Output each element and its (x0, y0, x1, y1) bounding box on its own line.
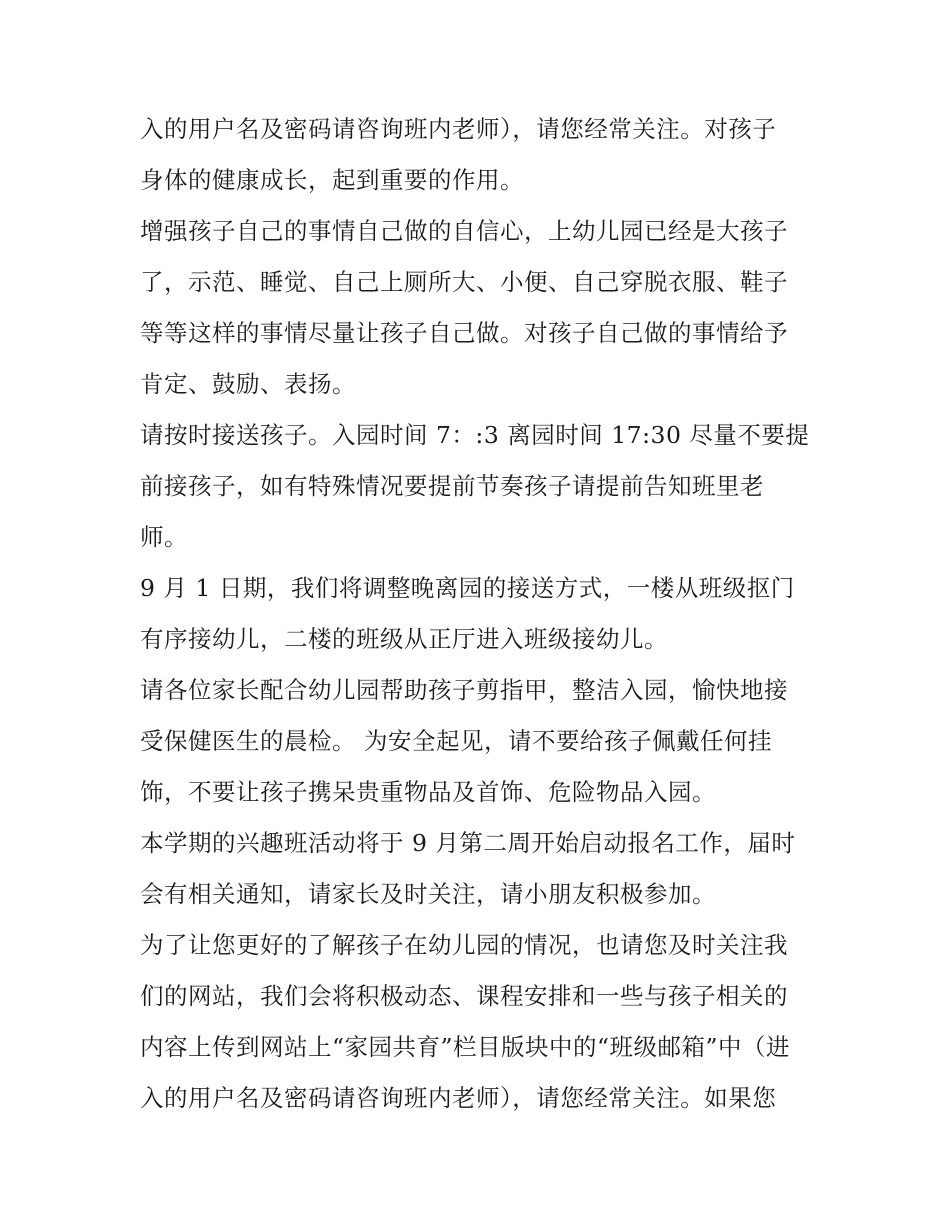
text-line: 请各位家长配合幼儿园帮助孩子剪指甲，整洁入园，愉快地接 (140, 676, 788, 704)
text-line: 肯定、鼓励、表扬。 (140, 370, 356, 398)
text-line: 会有相关通知，请家长及时关注，请小朋友积极参加。 (140, 880, 716, 908)
text-line: 有序接幼儿，二楼的班级从正厅进入班级接幼儿。 (140, 625, 668, 653)
text-line: 本学期的兴趣班活动将于 9 月第二周开始启动报名工作，届时 (140, 829, 796, 857)
document-body (140, 104, 840, 1124)
text-line: 请按时接送孩子。入园时间 7：:3 离园时间 17:30 尽量不要提 (140, 421, 810, 449)
text-line: 受保健医生的晨检。 为安全起见，请不要给孩子佩戴任何挂 (140, 727, 772, 755)
text-line: 9 月 1 日期，我们将调整晚离园的接送方式，一楼从班级抠门 (140, 574, 795, 602)
text-line: 前接孩子，如有特殊情况要提前节奏孩子请提前告知班里老 (140, 472, 764, 500)
text-line: 入的用户名及密码请咨询班内老师），请您经常关注。对孩子 (140, 115, 777, 143)
text-line: 们的网站，我们会将积极动态、课程安排和一些与孩子相关的 (140, 982, 788, 1010)
text-line: 增强孩子自己的事情自己做的自信心，上幼儿园已经是大孩子 (140, 217, 788, 245)
text-line: 等等这样的事情尽量让孩子自己做。对孩子自己做的事情给予 (140, 319, 788, 347)
text-line: 饰，不要让孩子携呆贵重物品及首饰、危险物品入园。 (140, 778, 716, 806)
text-line: 师。 (140, 523, 188, 551)
text-line: 内容上传到网站上“家园共育”栏目版块中的“班级邮箱”中（进 (140, 1033, 791, 1061)
text-line: 为了让您更好的了解孩子在幼儿园的情况，也请您及时关注我 (140, 931, 788, 959)
text-line: 了，示范、睡觉、自己上厕所大、小便、自己穿脱衣服、鞋子 (140, 268, 788, 296)
text-line: 入的用户名及密码请咨询班内老师），请您经常关注。如果您 (140, 1084, 777, 1112)
text-line: 身体的健康成长，起到重要的作用。 (140, 166, 524, 194)
